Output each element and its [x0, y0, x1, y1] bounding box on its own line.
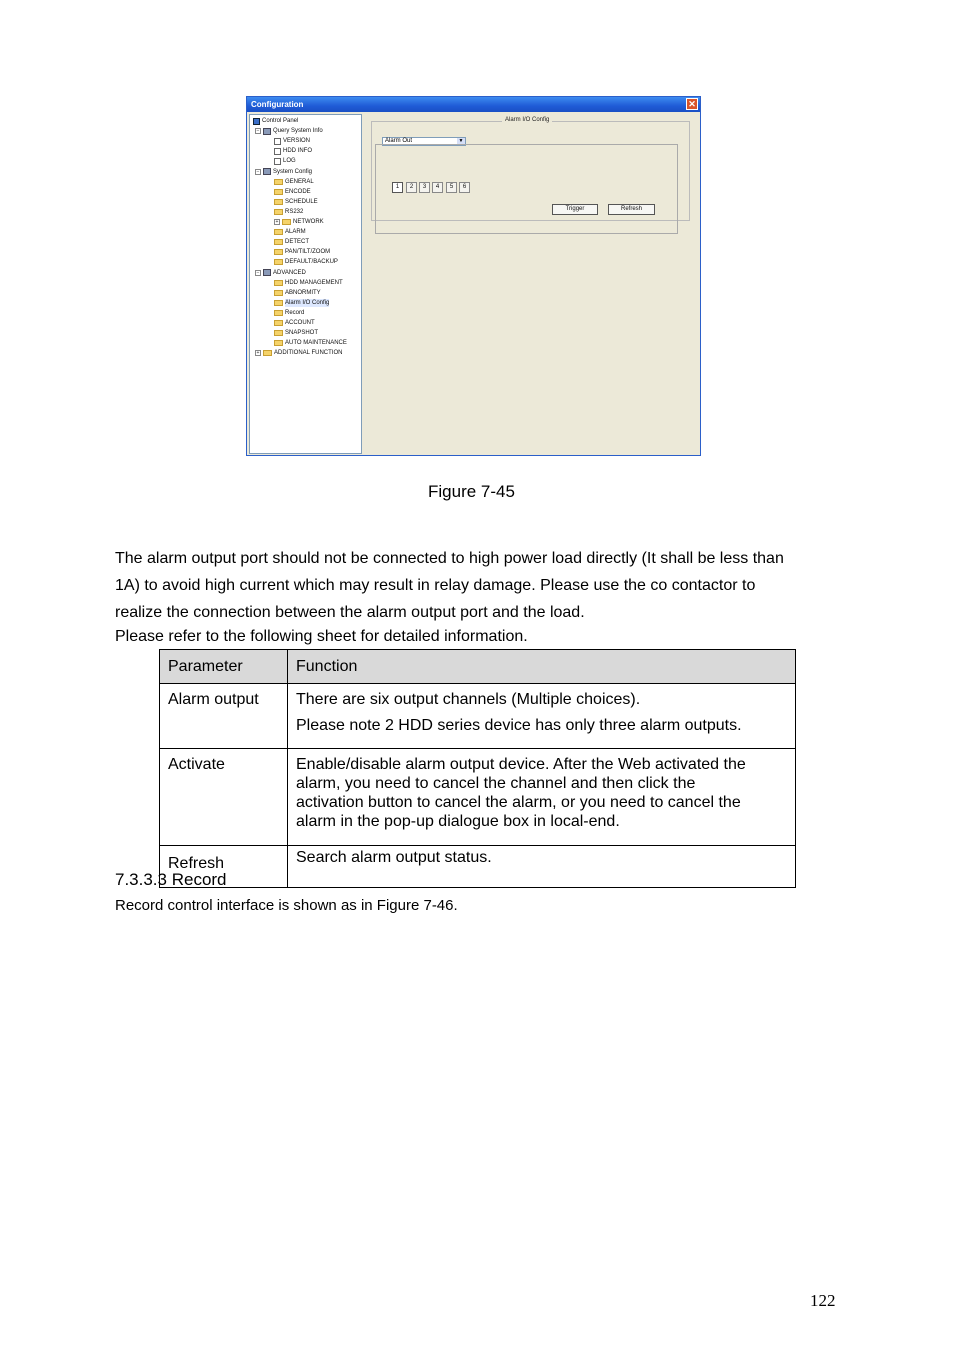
channel-button-3[interactable]: 3: [419, 182, 430, 193]
tree-item-label: HDD MANAGEMENT: [285, 279, 343, 286]
expand-icon[interactable]: +: [275, 219, 279, 225]
window-titlebar: [247, 97, 700, 112]
tree-item[interactable]: [274, 157, 296, 165]
tree-item-label: ADVANCED: [273, 269, 306, 276]
tree-item[interactable]: [274, 198, 318, 206]
window-title: Configuration: [251, 100, 304, 109]
section-text: Record control interface is shown as in Figure 7-46.: [115, 897, 458, 914]
folder-icon: [274, 330, 283, 336]
function-line: activation button to cancel the alarm, or you need to cancel the: [296, 794, 741, 811]
collapse-icon[interactable]: −: [256, 269, 260, 276]
channel-box: [375, 144, 678, 234]
paragraph-line-3: realize the connection between the alarm output port and the load.: [115, 604, 585, 621]
channel-button-5[interactable]: 5: [446, 182, 457, 193]
tree-item[interactable]: [274, 248, 330, 256]
folder-icon: [274, 320, 283, 326]
parameter-table: [159, 649, 796, 888]
tree-item-label: LOG: [283, 158, 296, 165]
table-row: [160, 749, 796, 846]
folder-icon: [274, 189, 283, 195]
tree-item-label: GENERAL: [285, 178, 314, 185]
group-title: Alarm I/O Config: [502, 117, 552, 123]
tree-item[interactable]: [274, 218, 324, 226]
folder-icon: [274, 259, 283, 265]
tree-item[interactable]: [274, 309, 304, 317]
paragraph-line-2: 1A) to avoid high current which may result in relay damage. Please use the co contactor to: [115, 577, 756, 594]
param-cell: Alarm output: [160, 684, 288, 749]
tree-item[interactable]: [274, 339, 347, 347]
folder-icon: [274, 229, 283, 235]
tree-item[interactable]: [274, 228, 306, 236]
channel-button-2[interactable]: 2: [406, 182, 417, 193]
collapse-icon[interactable]: −: [256, 168, 260, 175]
param-cell: Refresh: [160, 846, 288, 888]
trigger-button[interactable]: Trigger: [552, 204, 598, 215]
function-cell: [288, 684, 796, 749]
param-cell: Activate: [160, 749, 288, 846]
tree-item[interactable]: [274, 188, 311, 196]
tree-item-label: Control Panel: [262, 118, 299, 124]
config-icon: [263, 128, 271, 135]
document-icon: [274, 158, 281, 165]
function-line: alarm in the pop-up dialogue box in local-end.: [296, 813, 620, 830]
tree-item-label: ALARM: [285, 229, 306, 236]
function-line: Please note 2 HDD series device has only three alarm outputs.: [296, 717, 742, 734]
tree-item[interactable]: [274, 289, 321, 297]
header-parameter: Parameter: [160, 650, 288, 684]
tree-item-label: System Config: [273, 168, 313, 175]
tree-item-label: VERSION: [283, 138, 311, 145]
folder-icon: [274, 300, 283, 306]
tree-item-label: SCHEDULE: [285, 198, 318, 205]
tree-item-label: DETECT: [285, 239, 309, 246]
tree-item-label: Alarm I/O Config: [285, 299, 330, 306]
channel-button-4[interactable]: 4: [432, 182, 443, 193]
tree-item[interactable]: [274, 178, 314, 186]
tree-item-label: Query System Info: [273, 128, 323, 135]
tree-item-label: ABNORMITY: [285, 289, 321, 296]
section-heading: 7.3.3.3 Record: [115, 870, 227, 889]
folder-icon: [274, 249, 283, 255]
expand-icon[interactable]: +: [256, 350, 260, 357]
close-icon[interactable]: ✕: [686, 98, 698, 110]
tree-item-label: Record: [285, 309, 305, 316]
tree-item-label: ACCOUNT: [285, 320, 315, 326]
table-header-row: [160, 650, 796, 684]
folder-icon: [274, 290, 283, 296]
config-tree: [249, 114, 362, 454]
tree-item[interactable]: [274, 319, 315, 327]
page-number: 122: [810, 1291, 836, 1310]
function-cell: [288, 846, 796, 888]
tree-item-label: AUTO MAINTENANCE: [285, 340, 347, 347]
folder-icon: [274, 280, 283, 286]
tree-item[interactable]: [253, 117, 298, 125]
config-icon: [263, 168, 271, 175]
tree-item[interactable]: [274, 258, 338, 266]
folder-icon: [274, 239, 283, 245]
tree-item-label: ENCODE: [285, 188, 311, 195]
tree-item[interactable]: [274, 299, 329, 307]
alarm-io-panel: [364, 114, 698, 454]
configuration-window: [246, 96, 701, 456]
paragraph-line-4: Please refer to the following sheet for detailed information.: [115, 628, 528, 645]
function-line: alarm, you need to cancel the channel and then click the: [296, 775, 696, 792]
function-cell: [288, 749, 796, 846]
folder-icon: [263, 350, 272, 356]
document-icon: [274, 138, 281, 145]
document-icon: [274, 148, 281, 155]
function-line: Search alarm output status.: [296, 849, 492, 866]
tree-item[interactable]: [274, 208, 303, 216]
tree-item-label: RS232: [285, 208, 304, 215]
tree-item-label: PAN/TILT/ZOOM: [285, 249, 331, 256]
tree-item[interactable]: [274, 329, 318, 337]
function-line: There are six output channels (Multiple choices).: [296, 691, 641, 708]
folder-icon: [274, 340, 283, 346]
table-row: [160, 846, 796, 888]
folder-icon: [274, 209, 283, 215]
function-line: Enable/disable alarm output device. After the Web activated the: [296, 756, 746, 773]
paragraph-line-1: The alarm output port should not be connected to high power load directly (It shall be less than: [115, 550, 784, 567]
tree-item-label: SNAPSHOT: [285, 330, 319, 337]
collapse-icon[interactable]: −: [256, 128, 260, 135]
tree-item-label: ADDITIONAL FUNCTION: [274, 350, 343, 357]
figure-caption: Figure 7-45: [428, 482, 515, 501]
refresh-button[interactable]: Refresh: [608, 204, 655, 215]
header-function: Function: [288, 650, 796, 684]
control-panel-icon: [253, 118, 260, 125]
config-icon: [263, 269, 271, 276]
tree-item[interactable]: [274, 279, 343, 287]
tree-item-label: HDD INFO: [283, 148, 312, 155]
channel-button-6[interactable]: 6: [459, 182, 470, 193]
tree-item[interactable]: [255, 349, 342, 357]
tree-item[interactable]: [274, 137, 310, 145]
folder-icon: [282, 219, 291, 225]
tree-item[interactable]: [274, 238, 309, 246]
table-row: [160, 684, 796, 749]
tree-item-label: DEFAULT/BACKUP: [285, 259, 338, 266]
tree-item-label: NETWORK: [293, 219, 324, 225]
tree-item[interactable]: [255, 168, 312, 176]
folder-icon: [274, 199, 283, 205]
channel-button-1[interactable]: 1: [392, 182, 403, 193]
chevron-down-icon[interactable]: ▼: [458, 138, 464, 144]
tree-item[interactable]: [255, 127, 323, 135]
tree-item[interactable]: [274, 147, 312, 155]
folder-icon: [274, 310, 283, 316]
folder-icon: [274, 179, 283, 185]
tree-item[interactable]: [255, 269, 306, 277]
alarm-type-value: Alarm Out: [385, 138, 413, 144]
